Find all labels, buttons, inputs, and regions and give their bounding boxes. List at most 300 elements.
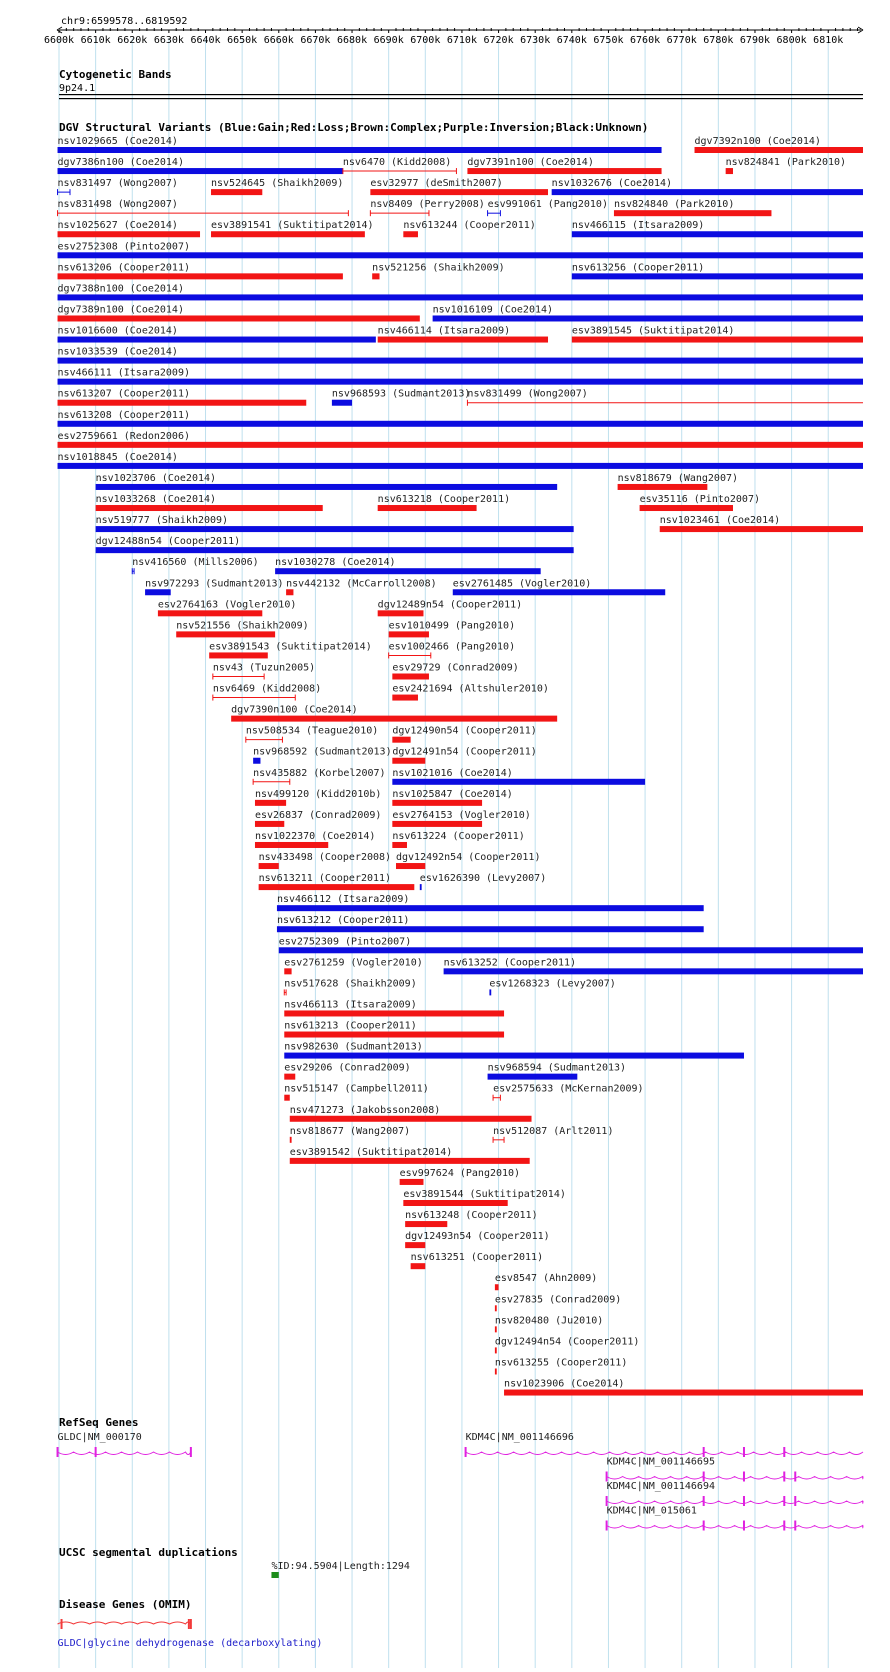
sv-bar[interactable] [290,1116,532,1122]
sv-esv29729[interactable] [392,663,518,680]
sv-nsv982630[interactable] [284,1042,744,1059]
sv-dgv12493n54[interactable] [405,1231,550,1248]
sv-esv26837[interactable] [255,810,381,827]
sv-bar[interactable] [618,484,708,490]
sv-bar[interactable] [58,294,863,300]
sv-esv35116[interactable] [640,494,760,511]
sv-bar[interactable] [403,1200,507,1206]
sv-label: nsv1022370 (Coe2014) [254,830,376,842]
sv-label: dgv7389n100 (Coe2014) [57,304,184,316]
sv-esv3891545[interactable] [572,326,863,343]
gene-exon [703,1472,705,1482]
sv-esv3891544[interactable] [403,1189,566,1206]
sv-label: nsv1032676 (Coe2014) [551,178,673,190]
sv-bar[interactable] [96,526,574,532]
sv-bar[interactable] [58,315,420,321]
sv-label: esv3891544 (Suktitipat2014) [403,1189,566,1200]
sv-nsv43[interactable] [213,663,315,680]
sv-nsv613244[interactable] [403,220,535,237]
sv-esv1268323[interactable] [489,978,615,995]
gene-exon [743,1521,745,1531]
gene-exon [783,1496,785,1506]
sv-label: nsv1025627 (Coe2014) [57,220,178,232]
sv-label: nsv442132 (McCarroll2008) [286,578,437,590]
sv-esv29206[interactable] [284,1063,410,1080]
sv-nsv515147[interactable] [284,1084,429,1101]
sv-label: nsv466114 (Itsara2009) [377,325,511,337]
sv-dgv12490n54[interactable] [392,726,537,743]
sv-label: nsv613212 (Cooper2011) [276,915,410,927]
sv-nsv831498[interactable] [58,199,349,216]
sv-bar[interactable] [290,1158,530,1164]
omim-gene-gldc[interactable] [58,1619,323,1649]
sv-esv2764163[interactable] [158,599,296,616]
sv-label: dgv7392n100 (Coe2014) [694,136,821,147]
sv-label: nsv831498 (Wong2007) [57,199,178,211]
sv-label: nsv8409 (Perry2008) [370,199,485,211]
omim-exon [188,1619,190,1629]
omim-gene-line [58,1622,191,1624]
sv-label: esv3891543 (Suktitipat2014) [209,641,372,653]
sv-nsv519777[interactable] [96,515,574,532]
sv-nsv8409[interactable] [370,199,484,216]
sv-nsv508534[interactable] [246,726,378,743]
sv-bar[interactable] [405,1242,425,1248]
sv-esv2761259[interactable] [284,957,422,974]
sv-label: nsv515147 (Campbell2011) [284,1083,429,1095]
sv-esv1010499[interactable] [389,620,515,637]
omim-gene-link[interactable]: GLDC|glycine dehydrogenase (decarboxylating) [57,1638,323,1649]
ruler-tick-label: 6670k [300,35,331,46]
sv-label: nsv831499 (Wong2007) [467,388,588,400]
sv-label: nsv471273 (Jakobsson2008) [289,1104,441,1116]
gene-exon [606,1496,608,1506]
sv-label: esv27835 (Conrad2009) [494,1294,622,1306]
sv-bar[interactable] [392,695,418,701]
sv-nsv613212[interactable] [277,915,704,932]
sv-bar[interactable] [572,231,863,237]
sv-bar[interactable] [275,568,541,574]
sv-bar[interactable] [378,505,477,511]
sv-nsv613213[interactable] [284,1021,504,1038]
sv-bar[interactable] [259,863,279,869]
sv-nsv613224[interactable] [392,831,524,848]
sv-esv997624[interactable] [400,1168,520,1185]
sv-label: esv35116 (Pinto2007) [639,494,761,506]
sv-bar[interactable] [392,674,429,680]
sv-label: esv2421694 (Altshuler2010) [392,683,549,695]
gene-exon [783,1472,785,1482]
sv-bar[interactable] [253,758,260,764]
sv-label: nsv1018845 (Coe2014) [57,451,178,463]
sv-nsv466111[interactable] [58,368,863,385]
sv-nsv831499[interactable] [467,389,863,406]
sv-bar[interactable] [255,842,328,848]
ruler-tick-label: 6660k [263,35,294,46]
omim-exon [61,1619,63,1629]
gene-exon [743,1447,745,1457]
gene-exon [606,1521,608,1531]
sv-bar[interactable] [403,231,418,237]
sv-bar[interactable] [378,610,424,616]
sv-bar[interactable] [176,631,275,637]
sv-label: nsv613207 (Cooper2011) [57,388,190,400]
sv-bar[interactable] [284,1074,295,1080]
ruler-tick-label: 6750k [593,35,624,46]
sv-nsv471273[interactable] [290,1105,532,1122]
ruler-tick-label: 6730k [520,35,551,46]
sv-bar[interactable] [58,442,863,448]
sv-bar[interactable] [58,273,343,279]
sv-label: nsv613256 (Cooper2011) [571,262,705,274]
sv-nsv613206[interactable] [58,262,343,279]
sv-esv991061[interactable] [488,199,608,216]
sv-label: nsv1016600 (Coe2014) [57,325,178,337]
sv-nsv818679[interactable] [618,473,738,490]
sv-bar[interactable] [284,968,291,974]
sv-dgv7390n100[interactable] [231,705,557,722]
sv-bar[interactable] [209,652,268,658]
sv-label: esv1626390 (Levy2007) [419,873,547,885]
sv-bar[interactable] [277,926,704,932]
sv-nsv972293[interactable] [145,578,283,595]
sv-nsv613255[interactable] [495,1357,627,1374]
sv-bar[interactable] [211,189,262,195]
sv-bar[interactable] [255,821,284,827]
sv-bar[interactable] [277,905,704,911]
sv-nsv1016109[interactable] [433,304,863,321]
sv-bar[interactable] [284,1010,504,1016]
sv-bar[interactable] [378,337,548,343]
sv-label: nsv416560 (Mills2006) [132,557,259,569]
sv-nsv524645[interactable] [211,178,343,195]
refseq-track [57,1432,863,1531]
sv-label: dgv7391n100 (Coe2014) [467,157,594,169]
sv-nsv824840[interactable] [614,199,772,216]
sv-nsv1030278[interactable] [275,557,541,574]
sv-label: nsv43 (Tuzun2005) [212,662,316,674]
gene-kdm4c-nm-015061[interactable] [606,1506,863,1531]
sv-bar[interactable] [392,779,645,785]
sv-nsv1023706[interactable] [96,473,558,490]
sv-nsv466112[interactable] [277,894,704,911]
sv-label: nsv1023706 (Coe2014) [95,472,217,484]
sv-label: nsv1033539 (Coe2014) [57,346,178,358]
sv-bar[interactable] [405,1221,447,1227]
sv-esv3891541[interactable] [211,220,374,237]
sv-bar[interactable] [495,1284,499,1290]
sv-bar[interactable] [640,505,733,511]
sv-esv27835[interactable] [495,1294,621,1311]
sv-bar[interactable] [96,484,558,490]
sv-label: esv2752308 (Pinto2007) [57,241,190,253]
sv-label: nsv613208 (Cooper2011) [57,409,190,421]
sv-label: nsv1016109 (Coe2014) [432,304,554,316]
sv-bar[interactable] [433,315,863,321]
sv-dgv7388n100[interactable] [58,283,863,300]
sv-nsv968593[interactable] [332,389,470,406]
sv-bar[interactable] [495,1326,497,1332]
sv-nsv1025627[interactable] [58,220,200,237]
sv-nsv831497[interactable] [58,178,178,195]
sv-bar[interactable] [392,842,407,848]
sv-nsv613218[interactable] [378,494,510,511]
gene-exon [703,1447,705,1457]
sv-label: esv2761485 (Vogler2010) [452,578,592,590]
sv-esv2752308[interactable] [58,241,863,258]
sv-label: nsv613206 (Cooper2011) [57,262,190,274]
sv-dgv7389n100[interactable] [58,304,420,321]
sv-bar[interactable] [231,716,557,722]
sv-esv3891543[interactable] [209,641,372,658]
dgv-track-title: DGV Structural Variants (Blue:Gain;Red:Loss;Brown:Complex;Purple:Inversion;Black:Unknown) [59,121,649,134]
sv-nsv613256[interactable] [572,262,863,279]
sv-nsv818677[interactable] [290,1126,410,1143]
gene-intron-line [466,1452,863,1455]
sv-bar[interactable] [572,337,863,343]
sv-bar[interactable] [389,631,429,637]
sv-bar[interactable] [504,1390,863,1396]
sv-nsv1025847[interactable] [392,789,512,806]
sv-bar[interactable] [660,526,863,532]
sv-nsv613252[interactable] [444,957,863,974]
sv-bar[interactable] [614,210,772,216]
sv-label: nsv613211 (Cooper2011) [258,873,392,885]
gene-label: KDM4C|NM_001146695 [606,1456,715,1468]
gene-exon [703,1521,705,1531]
gene-gldc-nm-000170[interactable] [57,1432,192,1457]
sv-nsv521556[interactable] [176,620,308,637]
sv-label: dgv12489n54 (Cooper2011) [377,599,523,611]
sv-nsv1033539[interactable] [58,347,863,364]
sv-nsv613208[interactable] [58,410,863,427]
sv-label: nsv521556 (Shaikh2009) [176,620,309,632]
sv-nsv1023461[interactable] [660,515,863,532]
segdup-bar[interactable] [271,1572,278,1578]
sv-nsv1021016[interactable] [392,768,645,785]
sv-nsv613211[interactable] [259,873,415,890]
sv-bar[interactable] [495,1305,497,1311]
sv-dgv7386n100[interactable] [58,157,343,174]
gene-kdm4c-nm-001146695[interactable] [606,1457,863,1482]
sv-bar[interactable] [726,168,733,174]
sv-bar[interactable] [467,168,661,174]
sv-bar[interactable] [145,589,171,595]
sv-nsv416560[interactable] [132,557,258,574]
sv-dgv7392n100[interactable] [695,136,863,153]
sv-label: nsv1030278 (Coe2014) [275,557,396,569]
sv-bar[interactable] [392,737,410,743]
sv-bar[interactable] [332,400,352,406]
sv-label: nsv820480 (Ju2010) [494,1315,604,1327]
sv-bar[interactable] [284,1095,289,1101]
sv-dgv12489n54[interactable] [378,599,523,616]
sv-bar[interactable] [58,358,863,364]
sv-label: dgv12493n54 (Cooper2011) [405,1231,550,1243]
sv-bar[interactable] [96,547,574,553]
sv-nsv6470[interactable] [343,157,457,174]
sv-bar[interactable] [444,968,863,974]
sv-nsv968592[interactable] [253,747,391,764]
sv-nsv968594[interactable] [488,1063,626,1080]
cyto-band-bar[interactable] [59,94,863,95]
sv-label: esv8547 (Ahn2009) [494,1273,598,1285]
sv-nsv466113[interactable] [284,999,504,1016]
sv-nsv613251[interactable] [411,1252,543,1269]
sv-bar[interactable] [58,168,343,174]
sv-label: nsv613252 (Cooper2011) [443,957,577,969]
sv-dgv12491n54[interactable] [392,747,537,764]
sv-nsv1029665[interactable] [58,136,662,153]
ruler-tick-label: 6610k [80,35,111,46]
sv-label: nsv818677 (Wang2007) [289,1125,411,1137]
omim-track [58,1619,323,1649]
sv-esv8547[interactable] [495,1273,597,1290]
sv-esv2764153[interactable] [392,810,530,827]
sv-bar[interactable] [290,1137,292,1143]
ruler-tick-label: 6640k [190,35,221,46]
sv-bar[interactable] [495,1368,497,1374]
sv-bar[interactable] [420,884,422,890]
ruler-tick-label: 6760k [630,35,661,46]
sv-esv1626390[interactable] [420,873,546,890]
sv-esv2752309[interactable] [279,936,863,953]
sv-bar[interactable] [96,505,323,511]
sv-label: dgv7390n100 (Coe2014) [231,704,358,716]
sv-nsv1023906[interactable] [504,1379,863,1396]
sv-bar[interactable] [488,1074,578,1080]
cyto-track-title: Cytogenetic Bands [59,68,172,81]
sv-nsv820480[interactable] [495,1315,603,1332]
sv-esv2421694[interactable] [392,684,549,701]
sv-bar[interactable] [211,231,365,237]
sv-bar[interactable] [552,189,863,195]
sv-label: nsv1033268 (Coe2014) [95,494,217,506]
ruler-tick-label: 6790k [739,35,771,46]
gene-exon [95,1447,97,1457]
segdup-track-title: UCSC segmental duplications [59,1546,238,1559]
sv-esv2575633[interactable] [493,1084,644,1101]
gene-exon [743,1472,745,1482]
sv-bar[interactable] [453,589,665,595]
sv-bar[interactable] [372,273,379,279]
sv-label: nsv6469 (Kidd2008) [212,683,322,695]
sv-label: esv2764163 (Vogler2010) [157,599,297,611]
sv-label: dgv12492n54 (Cooper2011) [395,852,541,864]
sv-bar[interactable] [58,400,307,406]
sv-label: nsv972293 (Sudmant2013) [145,578,284,590]
ruler-tick-label: 6650k [227,35,258,46]
gene-kdm4c-nm-001146694[interactable] [606,1481,863,1506]
sv-nsv613207[interactable] [58,389,307,406]
ruler-tick-label: 6690k [373,35,404,46]
sv-bar[interactable] [396,863,425,869]
sv-label: esv1268323 (Levy2007) [489,978,616,990]
sv-bar[interactable] [58,463,863,469]
sv-bar[interactable] [411,1263,426,1269]
sv-bar[interactable] [58,337,376,343]
sv-nsv6469[interactable] [213,684,321,701]
sv-bar[interactable] [279,947,863,953]
sv-nsv499120[interactable] [255,789,381,806]
sv-nsv1016600[interactable] [58,326,376,343]
sv-label: nsv512087 (Arlt2011) [493,1125,614,1137]
ruler-tick-label: 6800k [776,35,807,46]
sv-bar[interactable] [58,379,863,385]
sv-label: nsv435882 (Korbel2007) [253,767,386,779]
sv-bar[interactable] [58,252,863,258]
sv-bar[interactable] [58,421,863,427]
sv-bar[interactable] [392,800,482,806]
sv-esv2759661[interactable] [58,431,863,448]
sv-bar[interactable] [489,989,491,995]
sv-bar[interactable] [392,821,482,827]
sv-label: nsv499120 (Kidd2010b) [254,788,382,800]
sv-nsv1032676[interactable] [552,178,863,195]
sv-bar[interactable] [255,800,286,806]
sv-bar[interactable] [58,231,200,237]
sv-label: nsv466113 (Itsara2009) [284,999,417,1011]
sv-bar[interactable] [695,147,863,153]
sv-label: nsv6470 (Kidd2008) [342,157,452,169]
sv-bar[interactable] [259,884,415,890]
gene-exon [794,1521,796,1531]
gene-exon [783,1521,785,1531]
sv-nsv466115[interactable] [572,220,863,237]
sv-bar[interactable] [572,273,863,279]
sv-dgv12488n54[interactable] [96,536,574,553]
sv-bar[interactable] [400,1179,424,1185]
dgv-track [58,136,863,1396]
gene-kdm4c-nm-001146696[interactable] [465,1432,863,1457]
ruler-tick-label: 6740k [556,35,587,46]
sv-nsv512087[interactable] [493,1126,613,1143]
sv-dgv12492n54[interactable] [396,852,540,869]
sv-label: dgv12488n54 (Cooper2011) [95,536,241,548]
sv-nsv433498[interactable] [259,852,391,869]
sv-label: esv2764153 (Vogler2010) [392,809,531,821]
sv-bar[interactable] [286,589,293,595]
sv-nsv442132[interactable] [286,578,437,595]
sv-dgv12494n54[interactable] [495,1336,639,1353]
gene-label: KDM4C|NM_015061 [606,1505,697,1517]
sv-esv3891542[interactable] [290,1147,530,1164]
sv-label: esv32977 (deSmith2007) [370,178,503,190]
sv-bar[interactable] [370,189,548,195]
sv-nsv613248[interactable] [405,1210,537,1227]
sv-esv2761485[interactable] [453,578,665,595]
sv-nsv1018845[interactable] [58,452,863,469]
sv-bar[interactable] [284,1032,504,1038]
sv-esv32977[interactable] [370,178,548,195]
sv-label: nsv433498 (Cooper2008) [258,852,392,864]
sv-nsv466114[interactable] [378,326,548,343]
sv-bar[interactable] [158,610,262,616]
sv-bar[interactable] [392,758,425,764]
sv-bar[interactable] [58,147,662,153]
sv-nsv435882[interactable] [253,768,385,785]
sv-bar[interactable] [284,1053,744,1059]
sv-nsv521256[interactable] [372,262,504,279]
sv-nsv1033268[interactable] [96,494,323,511]
sv-esv1002466[interactable] [389,641,515,658]
sv-bar[interactable] [495,1347,497,1353]
coordinate-ruler[interactable] [44,27,863,46]
sv-nsv517628[interactable] [284,978,416,995]
sv-dgv7391n100[interactable] [467,157,661,174]
ruler-tick-label: 6620k [117,35,148,46]
sv-nsv1022370[interactable] [255,831,375,848]
